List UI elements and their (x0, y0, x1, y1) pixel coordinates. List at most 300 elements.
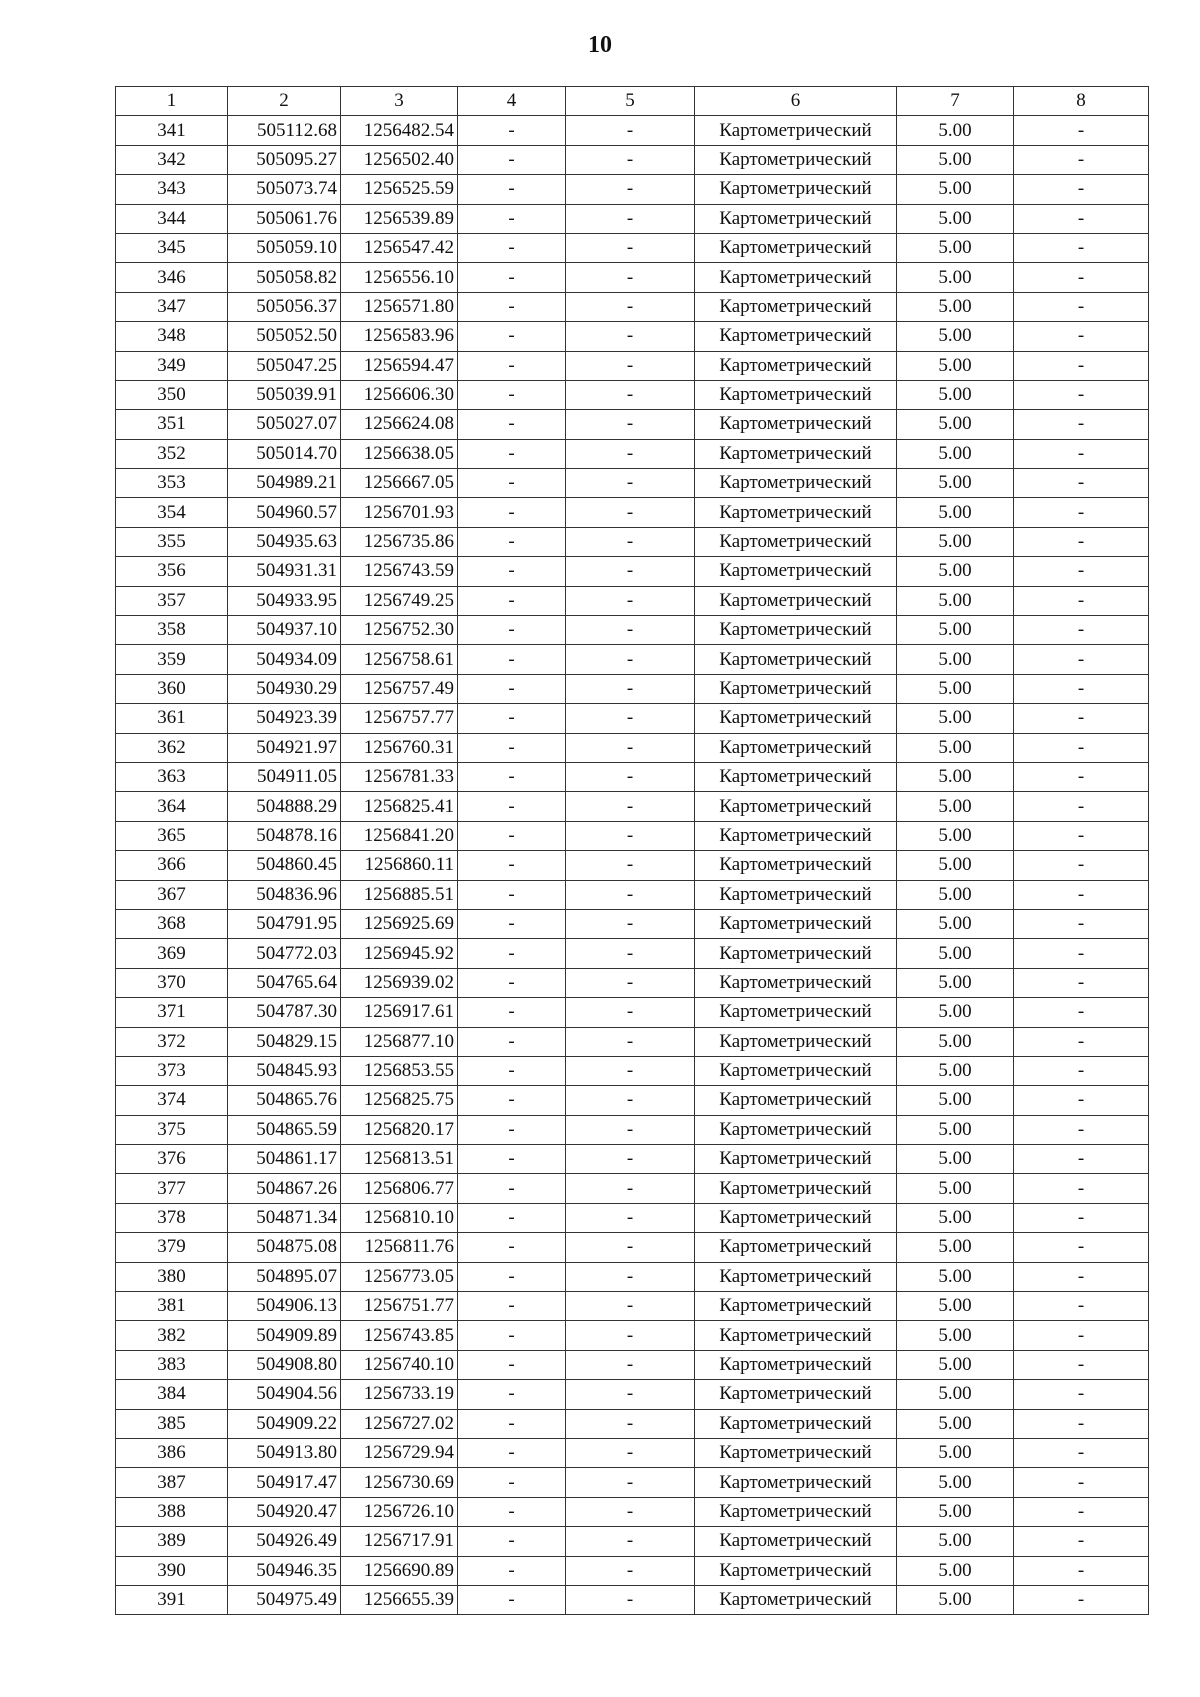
accuracy-cell: 5.00 (897, 557, 1014, 586)
accuracy-cell: 5.00 (897, 1262, 1014, 1291)
col4-cell: - (458, 1556, 566, 1585)
method-cell: Картометрический (695, 998, 897, 1027)
col5-cell: - (566, 322, 695, 351)
point-number-cell: 350 (116, 380, 228, 409)
y-coordinate-cell: 1256624.08 (341, 410, 458, 439)
col8-cell: - (1014, 674, 1149, 703)
column-header: 8 (1014, 87, 1149, 116)
method-cell: Картометрический (695, 1086, 897, 1115)
col4-cell: - (458, 204, 566, 233)
col4-cell: - (458, 145, 566, 174)
accuracy-cell: 5.00 (897, 498, 1014, 527)
y-coordinate-cell: 1256811.76 (341, 1233, 458, 1262)
col8-cell: - (1014, 439, 1149, 468)
accuracy-cell: 5.00 (897, 939, 1014, 968)
col8-cell: - (1014, 939, 1149, 968)
col4-cell: - (458, 1262, 566, 1291)
method-cell: Картометрический (695, 821, 897, 850)
x-coordinate-cell: 505058.82 (228, 263, 341, 292)
y-coordinate-cell: 1256758.61 (341, 645, 458, 674)
col5-cell: - (566, 939, 695, 968)
point-number-cell: 380 (116, 1262, 228, 1291)
table-row (116, 909, 1149, 938)
point-number-cell: 341 (116, 116, 228, 145)
col8-cell: - (1014, 233, 1149, 262)
method-cell: Картометрический (695, 968, 897, 997)
y-coordinate-cell: 1256810.10 (341, 1203, 458, 1232)
y-coordinate-cell: 1256917.61 (341, 998, 458, 1027)
col8-cell: - (1014, 527, 1149, 556)
method-cell: Картометрический (695, 704, 897, 733)
table-row (116, 1027, 1149, 1056)
table-row (116, 1438, 1149, 1467)
col8-cell: - (1014, 1233, 1149, 1262)
col8-cell: - (1014, 586, 1149, 615)
col5-cell: - (566, 968, 695, 997)
col5-cell: - (566, 1115, 695, 1144)
x-coordinate-cell: 504921.97 (228, 733, 341, 762)
point-number-cell: 378 (116, 1203, 228, 1232)
point-number-cell: 391 (116, 1585, 228, 1614)
x-coordinate-cell: 505059.10 (228, 233, 341, 262)
point-number-cell: 348 (116, 322, 228, 351)
point-number-cell: 374 (116, 1086, 228, 1115)
x-coordinate-cell: 504867.26 (228, 1174, 341, 1203)
x-coordinate-cell: 505073.74 (228, 175, 341, 204)
y-coordinate-cell: 1256825.75 (341, 1086, 458, 1115)
x-coordinate-cell: 505014.70 (228, 439, 341, 468)
y-coordinate-cell: 1256885.51 (341, 880, 458, 909)
y-coordinate-cell: 1256606.30 (341, 380, 458, 409)
col5-cell: - (566, 674, 695, 703)
col4-cell: - (458, 116, 566, 145)
col4-cell: - (458, 1350, 566, 1379)
col8-cell: - (1014, 469, 1149, 498)
x-coordinate-cell: 504875.08 (228, 1233, 341, 1262)
accuracy-cell: 5.00 (897, 527, 1014, 556)
col4-cell: - (458, 704, 566, 733)
col8-cell: - (1014, 1174, 1149, 1203)
accuracy-cell: 5.00 (897, 733, 1014, 762)
y-coordinate-cell: 1256583.96 (341, 322, 458, 351)
col4-cell: - (458, 1027, 566, 1056)
x-coordinate-cell: 504895.07 (228, 1262, 341, 1291)
y-coordinate-cell: 1256717.91 (341, 1527, 458, 1556)
table-row (116, 469, 1149, 498)
col5-cell: - (566, 1321, 695, 1350)
point-number-cell: 389 (116, 1527, 228, 1556)
col8-cell: - (1014, 968, 1149, 997)
y-coordinate-cell: 1256945.92 (341, 939, 458, 968)
x-coordinate-cell: 504933.95 (228, 586, 341, 615)
col4-cell: - (458, 586, 566, 615)
table-row (116, 1056, 1149, 1085)
col5-cell: - (566, 116, 695, 145)
column-header: 1 (116, 87, 228, 116)
col5-cell: - (566, 998, 695, 1027)
y-coordinate-cell: 1256525.59 (341, 175, 458, 204)
point-number-cell: 384 (116, 1380, 228, 1409)
x-coordinate-cell: 504989.21 (228, 469, 341, 498)
col8-cell: - (1014, 1145, 1149, 1174)
col5-cell: - (566, 1585, 695, 1614)
accuracy-cell: 5.00 (897, 1438, 1014, 1467)
method-cell: Картометрический (695, 469, 897, 498)
accuracy-cell: 5.00 (897, 116, 1014, 145)
table-row (116, 616, 1149, 645)
col5-cell: - (566, 292, 695, 321)
method-cell: Картометрический (695, 1438, 897, 1467)
table-row (116, 439, 1149, 468)
col8-cell: - (1014, 1321, 1149, 1350)
col5-cell: - (566, 1262, 695, 1291)
table-row (116, 1203, 1149, 1232)
y-coordinate-cell: 1256757.49 (341, 674, 458, 703)
accuracy-cell: 5.00 (897, 851, 1014, 880)
col4-cell: - (458, 733, 566, 762)
col4-cell: - (458, 469, 566, 498)
method-cell: Картометрический (695, 733, 897, 762)
col4-cell: - (458, 1321, 566, 1350)
col4-cell: - (458, 880, 566, 909)
point-number-cell: 358 (116, 616, 228, 645)
table-row (116, 351, 1149, 380)
col4-cell: - (458, 292, 566, 321)
col4-cell: - (458, 998, 566, 1027)
table-row (116, 233, 1149, 262)
column-header: 2 (228, 87, 341, 116)
y-coordinate-cell: 1256740.10 (341, 1350, 458, 1379)
y-coordinate-cell: 1256502.40 (341, 145, 458, 174)
method-cell: Картометрический (695, 557, 897, 586)
col4-cell: - (458, 821, 566, 850)
method-cell: Картометрический (695, 1115, 897, 1144)
accuracy-cell: 5.00 (897, 1145, 1014, 1174)
col4-cell: - (458, 175, 566, 204)
point-number-cell: 342 (116, 145, 228, 174)
col8-cell: - (1014, 733, 1149, 762)
col5-cell: - (566, 351, 695, 380)
col4-cell: - (458, 1145, 566, 1174)
col5-cell: - (566, 880, 695, 909)
col4-cell: - (458, 380, 566, 409)
table-row (116, 1321, 1149, 1350)
accuracy-cell: 5.00 (897, 1321, 1014, 1350)
y-coordinate-cell: 1256743.85 (341, 1321, 458, 1350)
x-coordinate-cell: 504937.10 (228, 616, 341, 645)
point-number-cell: 360 (116, 674, 228, 703)
col8-cell: - (1014, 821, 1149, 850)
y-coordinate-cell: 1256730.69 (341, 1468, 458, 1497)
point-number-cell: 368 (116, 909, 228, 938)
point-number-cell: 344 (116, 204, 228, 233)
x-coordinate-cell: 504845.93 (228, 1056, 341, 1085)
col5-cell: - (566, 1468, 695, 1497)
x-coordinate-cell: 505061.76 (228, 204, 341, 233)
table-row (116, 851, 1149, 880)
point-number-cell: 375 (116, 1115, 228, 1144)
y-coordinate-cell: 1256860.11 (341, 851, 458, 880)
col5-cell: - (566, 1438, 695, 1467)
column-header: 5 (566, 87, 695, 116)
col5-cell: - (566, 1380, 695, 1409)
col5-cell: - (566, 1027, 695, 1056)
method-cell: Картометрический (695, 1527, 897, 1556)
accuracy-cell: 5.00 (897, 1527, 1014, 1556)
col8-cell: - (1014, 1292, 1149, 1321)
y-coordinate-cell: 1256556.10 (341, 263, 458, 292)
y-coordinate-cell: 1256925.69 (341, 909, 458, 938)
x-coordinate-cell: 505039.91 (228, 380, 341, 409)
y-coordinate-cell: 1256638.05 (341, 439, 458, 468)
accuracy-cell: 5.00 (897, 351, 1014, 380)
y-coordinate-cell: 1256781.33 (341, 762, 458, 791)
y-coordinate-cell: 1256877.10 (341, 1027, 458, 1056)
method-cell: Картометрический (695, 851, 897, 880)
col4-cell: - (458, 439, 566, 468)
y-coordinate-cell: 1256726.10 (341, 1497, 458, 1526)
method-cell: Картометрический (695, 762, 897, 791)
table-row (116, 175, 1149, 204)
x-coordinate-cell: 504917.47 (228, 1468, 341, 1497)
col8-cell: - (1014, 851, 1149, 880)
x-coordinate-cell: 505047.25 (228, 351, 341, 380)
col5-cell: - (566, 733, 695, 762)
table-row (116, 1556, 1149, 1585)
col8-cell: - (1014, 1350, 1149, 1379)
method-cell: Картометрический (695, 1056, 897, 1085)
point-number-cell: 357 (116, 586, 228, 615)
method-cell: Картометрический (695, 909, 897, 938)
col8-cell: - (1014, 263, 1149, 292)
table-row (116, 1380, 1149, 1409)
method-cell: Картометрический (695, 1262, 897, 1291)
table-row (116, 1350, 1149, 1379)
y-coordinate-cell: 1256690.89 (341, 1556, 458, 1585)
table-row (116, 645, 1149, 674)
col5-cell: - (566, 1497, 695, 1526)
x-coordinate-cell: 504920.47 (228, 1497, 341, 1526)
y-coordinate-cell: 1256735.86 (341, 527, 458, 556)
col5-cell: - (566, 586, 695, 615)
col5-cell: - (566, 145, 695, 174)
accuracy-cell: 5.00 (897, 998, 1014, 1027)
col8-cell: - (1014, 1468, 1149, 1497)
col4-cell: - (458, 1409, 566, 1438)
col5-cell: - (566, 498, 695, 527)
method-cell: Картометрический (695, 322, 897, 351)
method-cell: Картометрический (695, 380, 897, 409)
col4-cell: - (458, 909, 566, 938)
col8-cell: - (1014, 410, 1149, 439)
x-coordinate-cell: 505056.37 (228, 292, 341, 321)
y-coordinate-cell: 1256729.94 (341, 1438, 458, 1467)
col4-cell: - (458, 527, 566, 556)
y-coordinate-cell: 1256594.47 (341, 351, 458, 380)
table-row (116, 263, 1149, 292)
x-coordinate-cell: 504960.57 (228, 498, 341, 527)
col4-cell: - (458, 1086, 566, 1115)
point-number-cell: 355 (116, 527, 228, 556)
col5-cell: - (566, 1174, 695, 1203)
y-coordinate-cell: 1256806.77 (341, 1174, 458, 1203)
x-coordinate-cell: 504787.30 (228, 998, 341, 1027)
accuracy-cell: 5.00 (897, 1174, 1014, 1203)
col8-cell: - (1014, 498, 1149, 527)
col4-cell: - (458, 1174, 566, 1203)
table-row (116, 1468, 1149, 1497)
y-coordinate-cell: 1256760.31 (341, 733, 458, 762)
point-number-cell: 363 (116, 762, 228, 791)
method-cell: Картометрический (695, 233, 897, 262)
col4-cell: - (458, 233, 566, 262)
accuracy-cell: 5.00 (897, 1380, 1014, 1409)
y-coordinate-cell: 1256853.55 (341, 1056, 458, 1085)
method-cell: Картометрический (695, 351, 897, 380)
table-row (116, 880, 1149, 909)
table-row (116, 322, 1149, 351)
method-cell: Картометрический (695, 586, 897, 615)
y-coordinate-cell: 1256939.02 (341, 968, 458, 997)
table-row (116, 1086, 1149, 1115)
method-cell: Картометрический (695, 1409, 897, 1438)
col8-cell: - (1014, 1203, 1149, 1232)
method-cell: Картометрический (695, 145, 897, 174)
y-coordinate-cell: 1256743.59 (341, 557, 458, 586)
point-number-cell: 361 (116, 704, 228, 733)
method-cell: Картометрический (695, 410, 897, 439)
col4-cell: - (458, 1233, 566, 1262)
point-number-cell: 369 (116, 939, 228, 968)
x-coordinate-cell: 504909.22 (228, 1409, 341, 1438)
x-coordinate-cell: 504878.16 (228, 821, 341, 850)
accuracy-cell: 5.00 (897, 880, 1014, 909)
point-number-cell: 386 (116, 1438, 228, 1467)
col8-cell: - (1014, 1556, 1149, 1585)
point-number-cell: 346 (116, 263, 228, 292)
y-coordinate-cell: 1256751.77 (341, 1292, 458, 1321)
col4-cell: - (458, 968, 566, 997)
col8-cell: - (1014, 145, 1149, 174)
table-row (116, 498, 1149, 527)
x-coordinate-cell: 504871.34 (228, 1203, 341, 1232)
point-number-cell: 377 (116, 1174, 228, 1203)
col4-cell: - (458, 1115, 566, 1144)
y-coordinate-cell: 1256547.42 (341, 233, 458, 262)
x-coordinate-cell: 504791.95 (228, 909, 341, 938)
point-number-cell: 383 (116, 1350, 228, 1379)
col8-cell: - (1014, 204, 1149, 233)
accuracy-cell: 5.00 (897, 1556, 1014, 1585)
col5-cell: - (566, 527, 695, 556)
method-cell: Картометрический (695, 116, 897, 145)
method-cell: Картометрический (695, 1174, 897, 1203)
column-header: 3 (341, 87, 458, 116)
coordinates-table (115, 86, 1149, 1615)
table-row (116, 674, 1149, 703)
col8-cell: - (1014, 909, 1149, 938)
accuracy-cell: 5.00 (897, 1409, 1014, 1438)
point-number-cell: 365 (116, 821, 228, 850)
col4-cell: - (458, 616, 566, 645)
col4-cell: - (458, 322, 566, 351)
col5-cell: - (566, 1203, 695, 1232)
accuracy-cell: 5.00 (897, 1292, 1014, 1321)
point-number-cell: 381 (116, 1292, 228, 1321)
method-cell: Картометрический (695, 204, 897, 233)
accuracy-cell: 5.00 (897, 204, 1014, 233)
accuracy-cell: 5.00 (897, 263, 1014, 292)
col5-cell: - (566, 792, 695, 821)
col8-cell: - (1014, 322, 1149, 351)
point-number-cell: 349 (116, 351, 228, 380)
col5-cell: - (566, 175, 695, 204)
x-coordinate-cell: 504904.56 (228, 1380, 341, 1409)
col8-cell: - (1014, 792, 1149, 821)
column-header: 7 (897, 87, 1014, 116)
accuracy-cell: 5.00 (897, 233, 1014, 262)
col8-cell: - (1014, 1438, 1149, 1467)
y-coordinate-cell: 1256655.39 (341, 1585, 458, 1614)
table-row (116, 145, 1149, 174)
col5-cell: - (566, 645, 695, 674)
col8-cell: - (1014, 616, 1149, 645)
col5-cell: - (566, 204, 695, 233)
column-header: 4 (458, 87, 566, 116)
col4-cell: - (458, 1438, 566, 1467)
col8-cell: - (1014, 351, 1149, 380)
col8-cell: - (1014, 116, 1149, 145)
col5-cell: - (566, 821, 695, 850)
col4-cell: - (458, 1497, 566, 1526)
method-cell: Картометрический (695, 674, 897, 703)
x-coordinate-cell: 504861.17 (228, 1145, 341, 1174)
col8-cell: - (1014, 998, 1149, 1027)
accuracy-cell: 5.00 (897, 322, 1014, 351)
accuracy-cell: 5.00 (897, 821, 1014, 850)
col8-cell: - (1014, 762, 1149, 791)
accuracy-cell: 5.00 (897, 439, 1014, 468)
col8-cell: - (1014, 1409, 1149, 1438)
x-coordinate-cell: 505027.07 (228, 410, 341, 439)
point-number-cell: 353 (116, 469, 228, 498)
col4-cell: - (458, 498, 566, 527)
col8-cell: - (1014, 1056, 1149, 1085)
accuracy-cell: 5.00 (897, 410, 1014, 439)
method-cell: Картометрический (695, 1321, 897, 1350)
col5-cell: - (566, 233, 695, 262)
x-coordinate-cell: 504865.76 (228, 1086, 341, 1115)
accuracy-cell: 5.00 (897, 1203, 1014, 1232)
table-row (116, 1292, 1149, 1321)
col4-cell: - (458, 851, 566, 880)
table-row (116, 704, 1149, 733)
accuracy-cell: 5.00 (897, 1086, 1014, 1115)
point-number-cell: 370 (116, 968, 228, 997)
point-number-cell: 373 (116, 1056, 228, 1085)
col5-cell: - (566, 557, 695, 586)
method-cell: Картометрический (695, 1027, 897, 1056)
accuracy-cell: 5.00 (897, 145, 1014, 174)
col4-cell: - (458, 1585, 566, 1614)
col8-cell: - (1014, 1527, 1149, 1556)
col8-cell: - (1014, 880, 1149, 909)
point-number-cell: 356 (116, 557, 228, 586)
col5-cell: - (566, 469, 695, 498)
col4-cell: - (458, 1468, 566, 1497)
x-coordinate-cell: 504860.45 (228, 851, 341, 880)
accuracy-cell: 5.00 (897, 292, 1014, 321)
